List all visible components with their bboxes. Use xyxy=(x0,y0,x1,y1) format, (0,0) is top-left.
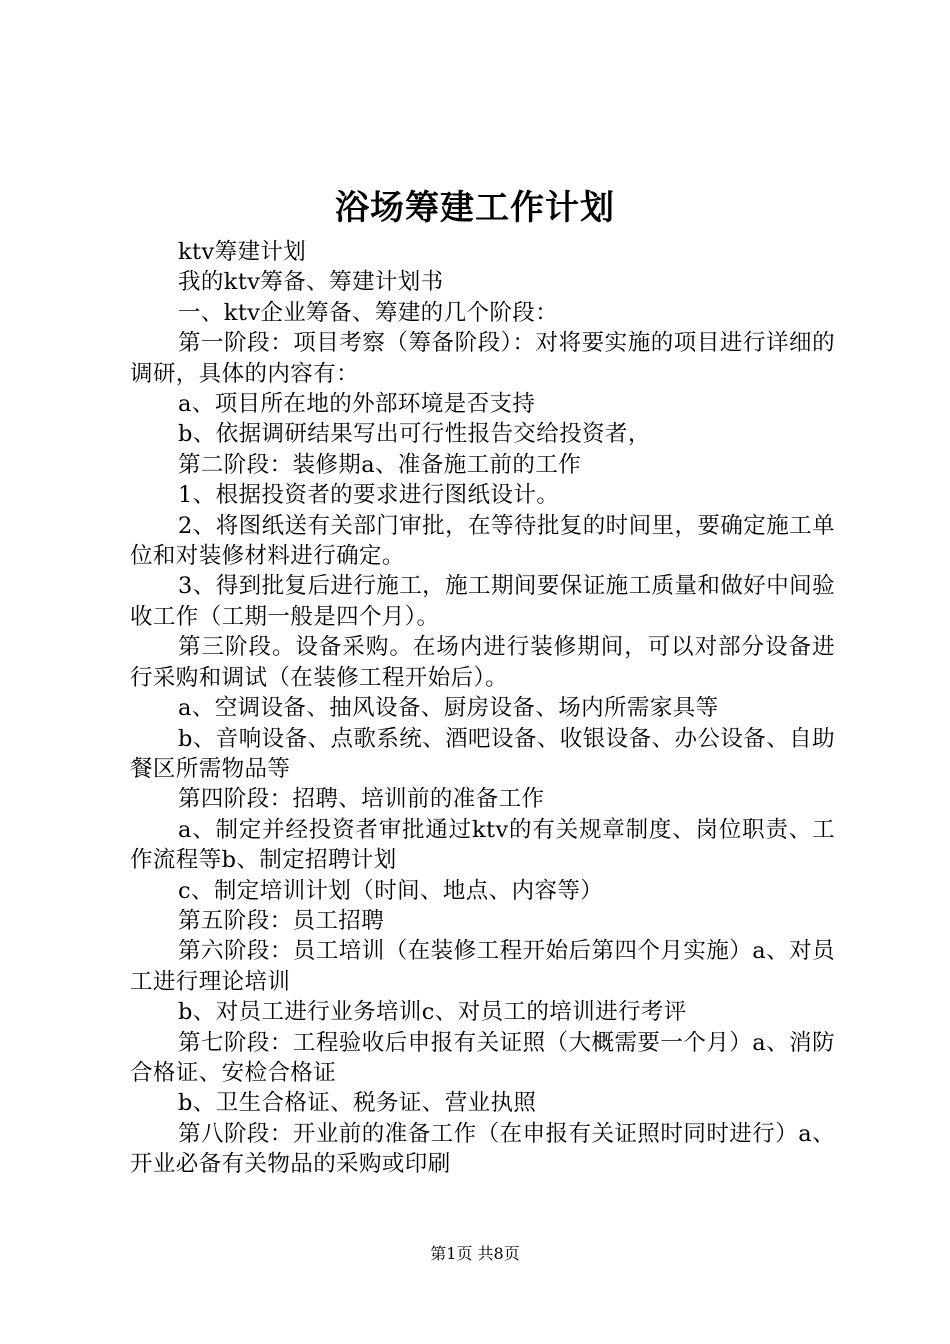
paragraph: 第四阶段：招聘、培训前的准备工作 xyxy=(178,786,545,813)
paragraph: ktv筹建计划 xyxy=(178,239,307,265)
paragraph: b、对员工进行业务培训c、对员工的培训进行考评 xyxy=(178,999,687,1026)
paragraph: 2、将图纸送有关部门审批，在等待批复的时间里，要确定施工单位和对装修材料进行确定。 xyxy=(130,512,835,570)
paragraph: c、制定培训计划（时间、地点、内容等） xyxy=(178,877,604,904)
paragraph: 第八阶段：开业前的准备工作（在申报有关证照时同时进行）a、开业必备有关物品的采购或印刷 xyxy=(130,1120,835,1178)
paragraph: 1、根据投资者的要求进行图纸设计。 xyxy=(178,482,560,509)
paragraph: a、空调设备、抽风设备、厨房设备、场内所需家具等 xyxy=(178,695,719,722)
paragraph: 我的ktv筹备、筹建计划书 xyxy=(178,269,444,296)
paragraph: 第三阶段。设备采购。在场内进行装修期间，可以对部分设备进行采购和调试（在装修工程开始后）。 xyxy=(130,634,835,691)
paragraph: b、音响设备、点歌系统、酒吧设备、收银设备、办公设备、自助餐区所需物品等 xyxy=(130,725,835,782)
paragraph: 第五阶段：员工招聘 xyxy=(178,907,385,934)
paragraph: b、卫生合格证、税务证、营业执照 xyxy=(178,1090,537,1117)
paragraph: 一、ktv企业筹备、筹建的几个阶段： xyxy=(178,299,559,326)
paragraph: 第一阶段：项目考察（筹备阶段）：对将要实施的项目进行详细的调研，具体的内容有： xyxy=(130,330,835,387)
document-body xyxy=(130,237,835,1180)
paragraph: 第六阶段：员工培训（在装修工程开始后第四个月实施）a、对员工进行理论培训 xyxy=(130,938,835,995)
page-footer: 第1页 共8页 xyxy=(430,1244,520,1263)
paragraph: a、项目所在地的外部环境是否支持 xyxy=(178,391,536,418)
paragraph: 3、得到批复后进行施工，施工期间要保证施工质量和做好中间验收工作（工期一般是四个月）。 xyxy=(130,573,835,630)
paragraph: 第七阶段：工程验收后申报有关证照（大概需要一个月）a、消防合格证、安检合格证 xyxy=(130,1029,835,1086)
paragraph: 第二阶段：装修期a、准备施工前的工作 xyxy=(178,451,582,478)
paragraph: a、制定并经投资者审批通过ktv的有关规章制度、岗位职责、工作流程等b、制定招聘计划 xyxy=(130,816,835,874)
paragraph: b、依据调研结果写出可行性报告交给投资者， xyxy=(178,421,651,448)
document-title: 浴场筹建工作计划 xyxy=(335,188,615,228)
